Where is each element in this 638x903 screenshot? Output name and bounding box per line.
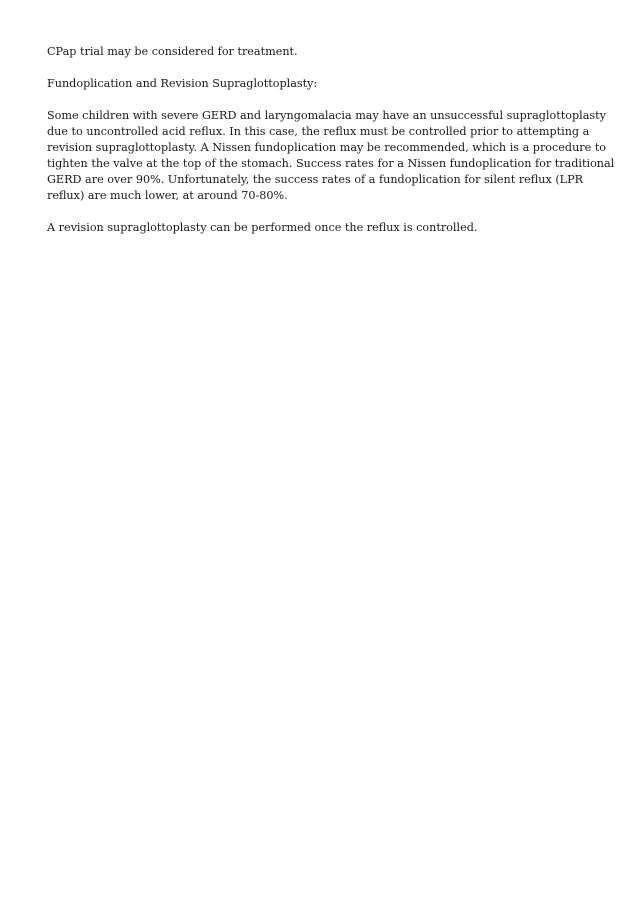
section-heading-fundoplication [47, 76, 597, 92]
text-line: CPap trial may be considered for treatment. [47, 45, 298, 58]
paragraph-cpap [47, 44, 597, 60]
text-line: due to uncontrolled acid reflux. In this case, the reflux must be controlled prior to attempting a [47, 125, 590, 138]
text-line: GERD are over 90%. Unfortunately, the success rates of a fundoplication for silent reflux (LPR [47, 173, 584, 186]
text-line: Some children with severe GERD and laryngomalacia may have an unsuccessful supraglottoplasty [47, 109, 606, 122]
text-line: Fundoplication and Revision Supraglottoplasty: [47, 77, 318, 90]
text-line: tighten the valve at the top of the stomach. Success rates for a Nissen fundoplication for traditional [47, 157, 615, 170]
document-body [47, 44, 615, 252]
paragraph-gerd-laryngomalacia [47, 108, 615, 204]
text-line: revision supraglottoplasty. A Nissen fundoplication may be recommended, which is a procedure to [47, 141, 607, 154]
text-line: reflux) are much lower, at around 70-80%. [47, 189, 288, 202]
paragraph-revision [47, 220, 597, 236]
text-line: A revision supraglottoplasty can be performed once the reflux is controlled. [47, 221, 478, 234]
